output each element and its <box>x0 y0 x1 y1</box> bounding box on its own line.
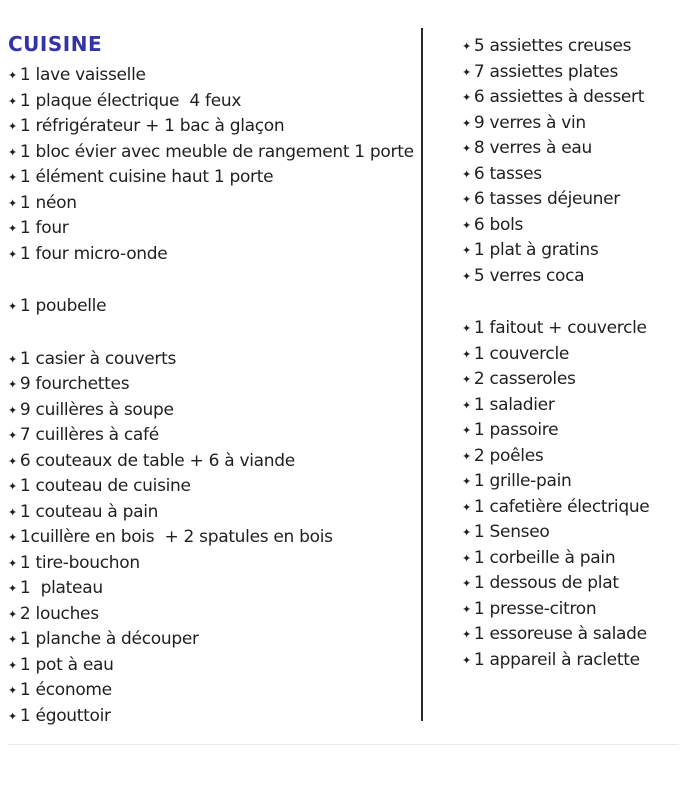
item-label: 1 passoire <box>473 420 559 440</box>
diamond-bullet-icon: ✦ <box>462 244 471 257</box>
list-item <box>462 622 684 648</box>
list-item <box>8 551 416 577</box>
diamond-bullet-icon: ✦ <box>462 347 471 361</box>
group-spacer <box>8 320 416 347</box>
item-label: 1 plateau <box>19 578 103 598</box>
diamond-bullet-icon: ✦ <box>8 196 17 210</box>
list-item <box>462 546 684 572</box>
item-label: 1 presse-citron <box>473 598 597 619</box>
list-item <box>462 136 684 162</box>
item-label: 8 verres à eau <box>473 138 592 158</box>
diamond-bullet-icon: ✦ <box>462 91 471 104</box>
list-item <box>8 140 416 166</box>
diamond-bullet-icon: ✦ <box>462 398 471 412</box>
list-item <box>462 85 684 111</box>
diamond-bullet-icon: ✦ <box>8 378 17 391</box>
list-item <box>462 111 684 137</box>
diamond-bullet-icon: ✦ <box>462 40 471 53</box>
list-item <box>8 500 416 526</box>
diamond-bullet-icon: ✦ <box>8 531 17 544</box>
item-label: 1 appareil à raclette <box>473 649 640 670</box>
list-item <box>462 393 684 419</box>
item-label: 1 cafetière électrique <box>473 496 650 517</box>
diamond-bullet-icon: ✦ <box>8 684 17 697</box>
list-item <box>462 264 684 290</box>
item-label: 1 élément cuisine haut 1 porte <box>19 167 274 187</box>
list-item <box>8 423 416 449</box>
item-label: 1 dessous de plat <box>473 573 619 593</box>
item-label: 6 tasses <box>473 163 542 184</box>
list-item <box>8 63 416 89</box>
item-label: 6 couteaux de table + 6 à viande <box>19 450 295 471</box>
diamond-bullet-icon: ✦ <box>8 454 17 468</box>
group-spacer <box>8 267 416 294</box>
item-label: 1 couteau de cuisine <box>19 476 191 496</box>
item-label: 2 poêles <box>473 445 544 466</box>
diamond-bullet-icon: ✦ <box>462 526 471 539</box>
list-item <box>8 114 416 140</box>
group-spacer <box>462 289 684 316</box>
list-item <box>462 316 684 342</box>
diamond-bullet-icon: ✦ <box>8 556 17 570</box>
item-label: 1 réfrigérateur + 1 bac à glaçon <box>19 116 285 136</box>
list-item <box>462 213 684 239</box>
diamond-bullet-icon: ✦ <box>462 218 471 232</box>
diamond-bullet-icon: ✦ <box>8 505 17 519</box>
item-label: 5 assiettes creuses <box>473 36 632 56</box>
list-item <box>462 367 684 393</box>
list-item <box>462 187 684 213</box>
diamond-bullet-icon: ✦ <box>462 322 471 335</box>
diamond-bullet-icon: ✦ <box>462 500 471 514</box>
diamond-bullet-icon: ✦ <box>462 475 471 488</box>
right-column <box>462 34 684 673</box>
diamond-bullet-icon: ✦ <box>462 373 471 386</box>
diamond-bullet-icon: ✦ <box>8 582 17 595</box>
list-item <box>8 165 416 191</box>
item-label: 1 plaque électrique 4 feux <box>19 90 242 111</box>
item-label: 1cuillère en bois + 2 spatules en bois <box>19 527 333 547</box>
item-label: 1 grille-pain <box>473 471 572 491</box>
list-item <box>462 342 684 368</box>
item-label: 6 bols <box>473 214 524 235</box>
diamond-bullet-icon: ✦ <box>8 120 17 133</box>
list-item <box>8 216 416 242</box>
diamond-bullet-icon: ✦ <box>462 269 471 283</box>
list-item <box>8 89 416 115</box>
list-item <box>462 571 684 597</box>
item-label: 2 casseroles <box>473 369 576 389</box>
item-label: 1 plat à gratins <box>473 240 599 260</box>
item-label: 1 bloc évier avec meuble de rangement 1 porte <box>19 141 414 162</box>
list-item <box>462 444 684 470</box>
list-item <box>462 520 684 546</box>
list-item <box>8 191 416 217</box>
diamond-bullet-icon: ✦ <box>8 429 17 442</box>
list-item <box>8 242 416 268</box>
list-item <box>8 525 416 551</box>
item-label: 6 tasses déjeuner <box>473 189 620 209</box>
item-label: 9 cuillères à soupe <box>19 399 174 420</box>
diamond-bullet-icon: ✦ <box>8 607 17 621</box>
list-item <box>462 495 684 521</box>
right-item-list <box>462 34 684 673</box>
diamond-bullet-icon: ✦ <box>462 577 471 590</box>
list-item <box>8 347 416 373</box>
diamond-bullet-icon: ✦ <box>8 658 17 672</box>
diamond-bullet-icon: ✦ <box>8 633 17 646</box>
diamond-bullet-icon: ✦ <box>8 247 17 261</box>
item-label: 1 corbeille à pain <box>473 547 616 568</box>
item-label: 1 saladier <box>473 394 555 415</box>
list-item <box>462 162 684 188</box>
item-label: 1 couteau à pain <box>19 501 159 522</box>
list-item <box>8 449 416 475</box>
list-item <box>462 34 684 60</box>
item-label: 1 lave vaisselle <box>19 65 146 85</box>
diamond-bullet-icon: ✦ <box>462 449 471 463</box>
diamond-bullet-icon: ✦ <box>462 551 471 565</box>
page-title: CUISINE <box>8 32 103 56</box>
list-item <box>462 60 684 86</box>
left-item-list <box>8 63 416 729</box>
item-label: 9 verres à vin <box>473 112 586 133</box>
item-label: 1 tire-bouchon <box>19 552 140 573</box>
scan-artifact-line <box>8 744 679 745</box>
item-label: 1 planche à découper <box>19 629 199 649</box>
column-divider-line <box>421 28 423 721</box>
diamond-bullet-icon: ✦ <box>8 709 17 723</box>
list-item <box>462 418 684 444</box>
item-label: 1 néon <box>19 192 77 213</box>
diamond-bullet-icon: ✦ <box>8 222 17 235</box>
list-item <box>8 474 416 500</box>
list-item <box>8 372 416 398</box>
item-label: 1 casier à couverts <box>19 348 177 369</box>
list-item <box>8 704 416 730</box>
list-item <box>8 602 416 628</box>
item-label: 1 couvercle <box>473 343 570 364</box>
list-item <box>462 597 684 623</box>
diamond-bullet-icon: ✦ <box>8 94 17 108</box>
diamond-bullet-icon: ✦ <box>8 171 17 184</box>
list-item <box>8 398 416 424</box>
item-label: 1 économe <box>19 680 112 700</box>
list-item <box>8 627 416 653</box>
item-label: 1 pot à eau <box>19 654 114 675</box>
list-item <box>8 653 416 679</box>
diamond-bullet-icon: ✦ <box>462 628 471 641</box>
diamond-bullet-icon: ✦ <box>8 145 17 159</box>
item-label: 1 four <box>19 218 69 238</box>
diamond-bullet-icon: ✦ <box>8 300 17 313</box>
item-label: 1 poubelle <box>19 296 107 316</box>
item-label: 1 égouttoir <box>19 705 111 726</box>
item-label: 9 fourchettes <box>19 374 130 394</box>
diamond-bullet-icon: ✦ <box>462 167 471 181</box>
item-label: 1 Senseo <box>473 522 550 542</box>
diamond-bullet-icon: ✦ <box>8 352 17 366</box>
diamond-bullet-icon: ✦ <box>462 65 471 79</box>
diamond-bullet-icon: ✦ <box>462 142 471 155</box>
item-label: 1 four micro-onde <box>19 243 168 264</box>
list-item <box>8 294 416 320</box>
item-label: 6 assiettes à dessert <box>473 87 645 107</box>
item-label: 7 cuillères à café <box>19 425 159 445</box>
left-column <box>8 31 416 729</box>
item-label: 5 verres coca <box>473 265 585 286</box>
diamond-bullet-icon: ✦ <box>462 193 471 206</box>
diamond-bullet-icon: ✦ <box>462 116 471 130</box>
item-label: 2 louches <box>19 603 99 624</box>
diamond-bullet-icon: ✦ <box>462 653 471 667</box>
list-item <box>462 469 684 495</box>
list-item <box>8 678 416 704</box>
diamond-bullet-icon: ✦ <box>8 69 17 82</box>
item-label: 7 assiettes plates <box>473 61 619 82</box>
list-item <box>462 238 684 264</box>
diamond-bullet-icon: ✦ <box>8 480 17 493</box>
item-label: 1 faitout + couvercle <box>473 318 647 338</box>
item-label: 1 essoreuse à salade <box>473 624 647 644</box>
list-item <box>8 576 416 602</box>
diamond-bullet-icon: ✦ <box>462 602 471 616</box>
list-item <box>462 648 684 674</box>
diamond-bullet-icon: ✦ <box>8 403 17 417</box>
diamond-bullet-icon: ✦ <box>462 424 471 437</box>
